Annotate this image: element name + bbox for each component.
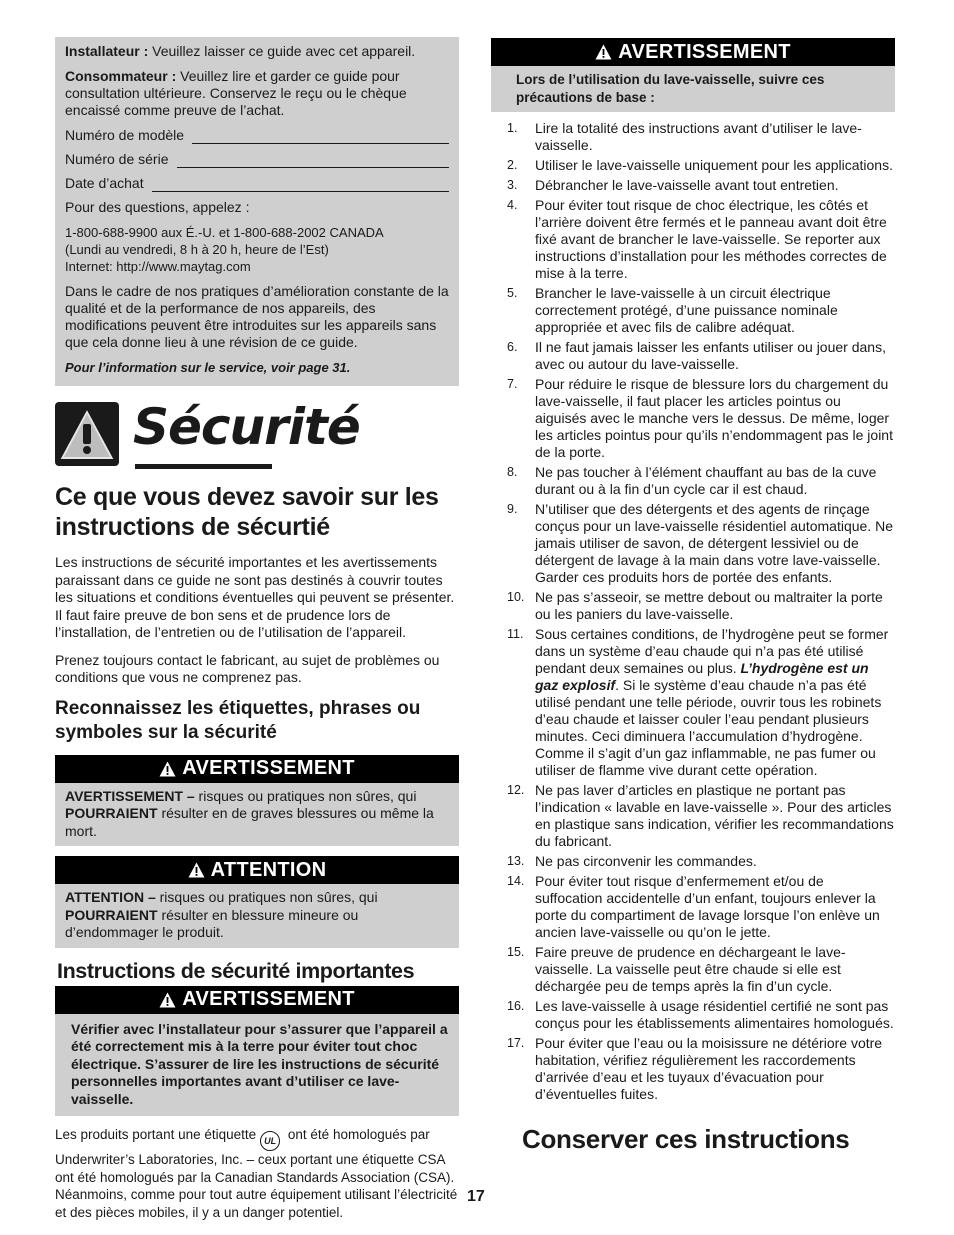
list-item-text: Pour éviter tout risque de choc électrique, les côtés et l’arrière doivent être fermés et le panneau avant doit être fixé avant de brancher le lave-vaisselle. Se reporter aux instructions d’installation pour les méthodes correctes de mise à la terre. (535, 197, 887, 281)
list-item-text: Brancher le lave-vaisselle à un circuit électrique correctement protégé, d’une puissance nominale appropriée et avec fils de calibre adéquat. (535, 285, 838, 335)
list-item (491, 782, 895, 850)
ul-logo-icon: UL (260, 1131, 280, 1151)
list-item-text: Ne pas circonvenir les commandes. (535, 853, 757, 869)
purchase-date-blank (152, 178, 449, 192)
list-item (491, 177, 895, 194)
main-heading: Ce que vous devez savoir sur les instructions de sécurtié (55, 483, 439, 541)
precautions-warning-box (491, 38, 895, 112)
list-item-number: 2. (507, 158, 518, 172)
list-item-number: 17. (507, 1036, 525, 1050)
list-item-text: Ne pas laver d’articles en plastique ne portant pas l’indication « lavable en lave-vaisselle ». Pour des articles en plastique sans indication, vérifier les recommandations du fabricant. (535, 782, 894, 849)
list-item (491, 626, 895, 779)
list-item-emphasis: L’hydrogène est un gaz explosif (535, 660, 869, 693)
intro-paragraph-2: Prenez toujours contact le fabricant, au sujet de problèmes ou conditions que vous ne comprenez pas. (55, 651, 440, 685)
instructions-heading: Instructions de sécurité importantes (57, 958, 415, 983)
list-item-text: Il ne faut jamais laisser les enfants utiliser ou jouer dans, avec ou autour du lave-vaisselle. (535, 339, 886, 372)
model-number-line: Numéro de modèle (65, 127, 449, 144)
list-item-number: 10. (507, 590, 525, 604)
alert-triangle-icon (159, 761, 176, 777)
list-item-number: 7. (507, 377, 518, 391)
right-column (491, 38, 895, 1155)
list-item-text: Sous certaines conditions, de l’hydrogène peut se former dans un système d’eau chaude qui n’a pas été utilisé pendant deux semaines ou plus. (535, 626, 889, 676)
list-item-number: 8. (507, 465, 518, 479)
save-instructions-heading: Conserver ces instructions (522, 1124, 850, 1154)
alert-triangle-icon (159, 992, 176, 1008)
installer-warning-text: Vérifier avec l’installateur pour s’assurer que l’appareil a été correctement mis à la terre pour éviter tout choc électrique. S’assurer de lire les instructions de sécurité personnelles importantes avant d’utiliser ce lave-vaisselle. (55, 1014, 459, 1117)
serial-number-line: Numéro de série (65, 151, 449, 168)
list-item-text: Débrancher le lave-vaisselle avant tout entretien. (535, 177, 839, 193)
list-item-number: 5. (507, 286, 518, 300)
list-item-number: 3. (507, 178, 518, 192)
list-item (491, 376, 895, 461)
list-item (491, 197, 895, 282)
list-item-text: N’utiliser que des détergents et des agents de rinçage conçus pour un lave-vaisselle résidentiel automatique. Ne jamais utiliser de savon, de détergent lessiviel ou de détergent de lavage à la main dans votre lave-vaisselle. Garder ces produits hors de portée des enfants. (535, 501, 893, 585)
list-item-number: 15. (507, 945, 525, 959)
list-item-number: 4. (507, 198, 518, 212)
alert-triangle-icon (188, 862, 205, 878)
list-item-text: Ne pas s’asseoir, se mettre debout ou maltraiter la porte ou les paniers du lave-vaisselle. (535, 589, 883, 622)
list-item-text: Lire la totalité des instructions avant d’utiliser le lave-vaisselle. (535, 120, 862, 153)
owner-info-box (55, 37, 459, 386)
list-item (491, 339, 895, 373)
ul-csa-paragraph: Les produits portant une étiquette UL ont été homologués par Underwriter’s Laboratories, Inc. – ceux portant une étiquette CSA ont été homologués par la Canadian Standards Association (CSA). Néanmoins, comme pour tout autre équipement utilisant l’électricité et des pièces mobiles, il y a un danger potentiel. (55, 1127, 458, 1220)
list-item (491, 1035, 895, 1103)
list-item-number: 16. (507, 999, 525, 1013)
list-item (491, 944, 895, 995)
precautions-warning-bar: AVERTISSEMENT (491, 38, 895, 66)
list-item (491, 998, 895, 1032)
phone-hours: (Lundi au vendredi, 8 h à 20 h, heure de l’Est) (65, 242, 329, 257)
list-item-text: Pour éviter que l’eau ou la moisissure ne détériore votre habitation, vérifiez régulièrement les raccordements d’arrivée d’eau et les tuyaux d’évacuation pour d’éventuelles fuites. (535, 1035, 883, 1102)
precautions-list (491, 120, 895, 1103)
warning-triangle-icon (55, 402, 119, 466)
website-link[interactable]: Internet: http://www.maytag.com (65, 259, 251, 274)
list-item-number: 1. (507, 121, 518, 135)
warning-bar: AVERTISSEMENT (55, 755, 459, 783)
precautions-intro: Lors de l’utilisation du lave-vaisselle, suivre ces précautions de base : (491, 66, 895, 112)
caution-definition-box (55, 856, 459, 948)
list-item-text: Faire preuve de prudence en déchargeant le lave-vaisselle. La vaisselle peut être chaude si elle est déchargée peu de temps après la fin d’un cycle. (535, 944, 846, 994)
list-item (491, 464, 895, 498)
left-column (55, 37, 459, 1231)
list-item (491, 285, 895, 336)
model-number-blank (192, 130, 449, 144)
list-item-text: . Si le système d’eau chaude n’a pas été utilisé pendant une telle période, ouvrir tous les robinets d’eau chaude et laisser couler l’eau pendant plusieurs minutes. Ceci diminuera l’accumulation d’hydrogène. Comme il s’agit d’un gaz inflammable, ne pas fumer ou utiliser de flamme vive durant cette opération. (535, 677, 882, 778)
list-item-number: 14. (507, 874, 525, 888)
list-item (491, 501, 895, 586)
questions-label: Pour des questions, appelez : (65, 199, 250, 215)
warning-definition-text: AVERTISSEMENT – risques ou pratiques non sûres, qui POURRAIENT résulter en de graves blessures ou même la mort. (55, 783, 459, 847)
list-item-text: Les lave-vaisselle à usage résidentiel certifié ne sont pas conçus pour les établissements alimentaires homologués. (535, 998, 894, 1031)
installer-warning-bar: AVERTISSEMENT (55, 986, 459, 1014)
list-item-text: Ne pas toucher à l’élément chauffant au bas de la cuve durant ou à la fin d’un cycle car il est chaud. (535, 464, 877, 497)
section-title-rule (135, 464, 272, 469)
list-item (491, 120, 895, 154)
installer-warning-box (55, 986, 459, 1117)
intro-paragraph-1: Les instructions de sécurité importantes et les avertissements paraissant dans ce guide ne sont pas destinés à couvrir toutes les situations et conditions éventuelles qui peuvent se présenter. Il faut faire preuve de bon sens et de prudence lors de l’installation, de l’entretien ou de l’utilisation de l’appareil. (55, 554, 455, 640)
list-item (491, 853, 895, 870)
alert-triangle-icon (595, 44, 612, 60)
phone-numbers: 1-800-688-9900 aux É.-U. et 1-800-688-2002 CANADA (65, 225, 384, 240)
consumer-note: Consommateur : Veuillez lire et garder ce guide pour consultation ultérieure. Conservez le reçu ou le chèque encaissé comme preuve de l’achat. (65, 68, 407, 118)
list-item (491, 157, 895, 174)
list-item (491, 873, 895, 941)
purchase-date-line: Date d’achat (65, 175, 449, 192)
list-item-number: 13. (507, 854, 525, 868)
list-item-number: 12. (507, 783, 525, 797)
improvement-notice: Dans le cadre de nos pratiques d’amélioration constante de la qualité et de la performance de nos appareils, des modifications peuvent être introduites sur les appareils sans que cela donne lieu à une révision de ce guide. (65, 283, 449, 350)
list-item-number: 11. (507, 627, 524, 641)
serial-number-blank (177, 154, 450, 168)
section-header (55, 398, 459, 482)
warning-definition-box (55, 755, 459, 847)
service-note: Pour l’information sur le service, voir page 31. (65, 360, 351, 375)
list-item-text: Utiliser le lave-vaisselle uniquement pour les applications. (535, 157, 893, 173)
caution-bar: ATTENTION (55, 856, 459, 884)
list-item (491, 589, 895, 623)
list-item-number: 9. (507, 502, 518, 516)
installer-note: Installateur : Veuillez laisser ce guide avec cet appareil. (65, 43, 416, 59)
list-item-text: Pour réduire le risque de blessure lors du chargement du lave-vaisselle, il faut placer les articles pointus ou aiguisés avec le manche vers le dessus. De même, loger les articles pointus pour qu’ils n’endommagent pas le joint de la porte. (535, 376, 893, 460)
caution-definition-text: ATTENTION – risques ou pratiques non sûres, qui POURRAIENT résulter en blessure mineure ou d’endommager le produit. (55, 884, 459, 948)
page-number: 17 (467, 1188, 485, 1205)
section-title: Sécurité (133, 398, 360, 456)
list-item-text: Pour éviter tout risque d’enfermement et/ou de suffocation accidentelle d’un enfant, toujours enlever la porte du compartiment de lavage lorsque l’on enlève un ancien lave-vaisselle ou qu’on le jette. (535, 873, 880, 940)
list-item-number: 6. (507, 340, 518, 354)
labels-heading: Reconnaissez les étiquettes, phrases ou symboles sur la sécurité (55, 697, 421, 743)
